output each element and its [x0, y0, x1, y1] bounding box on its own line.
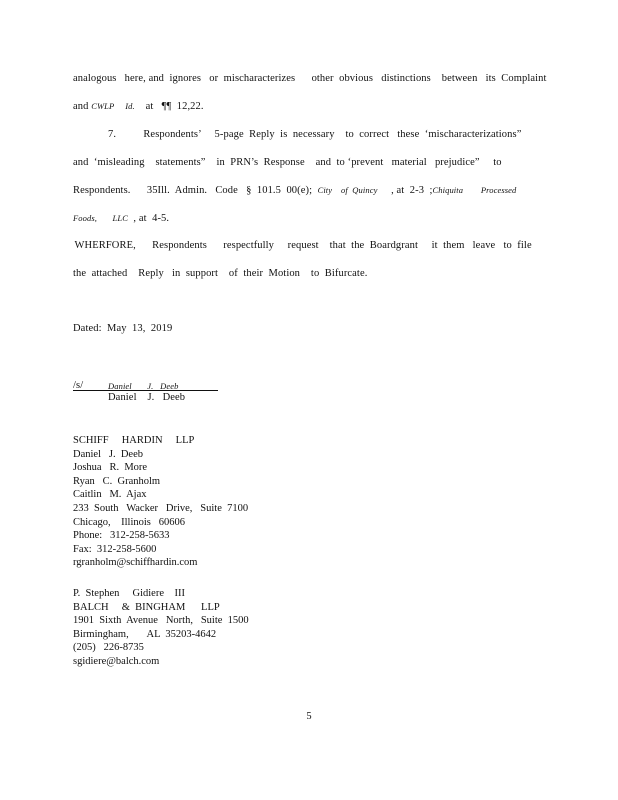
firm-line: Birmingham, AL 35203-4642: [73, 628, 217, 640]
firm-line: Fax: 312-258-5600: [73, 543, 157, 555]
email-address: rgranholm@schiffhardin.com: [73, 557, 198, 569]
body-text: Respondents. 35Ill. Admin. Code § 101.5 00(e);: [73, 185, 318, 196]
firm-line: 233 South Wacker Drive, Suite 7100: [73, 502, 249, 514]
case-citation: Chiquita Processed: [432, 185, 517, 195]
body-line: [73, 213, 169, 224]
firm-block-balch: [73, 587, 249, 669]
firm-line: P. Stephen Gidiere III: [73, 588, 185, 599]
body-text: and: [73, 101, 92, 112]
firm-line: Daniel J. Deeb: [73, 448, 143, 460]
body-text: , at 2-3 ;: [377, 185, 433, 196]
firm-line: Joshua R. More: [73, 462, 148, 474]
signature-prefix: /s/: [73, 380, 84, 391]
body-line: 7. Respondents’ 5-page Reply is necessary to correct these ‘mischaracterizations”: [108, 129, 522, 140]
body-text: , at 4-5.: [127, 213, 170, 224]
firm-line: Chicago, Illinois 60606: [73, 516, 185, 528]
firm-name: BALCH & BINGHAM LLP: [73, 601, 220, 613]
body-line: [73, 185, 516, 196]
body-text: at ¶¶ 12,22.: [134, 101, 204, 112]
firm-line: Ryan C. Granholm: [73, 475, 161, 487]
date-line: Dated: May 13, 2019: [73, 323, 173, 334]
signer-name: Daniel J. Deeb: [108, 392, 186, 403]
body-line: and ‘misleading statements” in PRN’s Response and to ‘prevent material prejudice” to: [73, 157, 502, 168]
body-line: WHERFORE, Respondents respectfully request that the Boardgrant it them leave to file: [72, 240, 532, 251]
case-citation: CWLP Id.: [91, 101, 135, 111]
page-number: 5: [306, 711, 312, 722]
electronic-signature: Daniel J. Deeb: [108, 381, 179, 391]
case-citation: Foods, LLC: [73, 213, 128, 223]
firm-line: (205) 226-8735: [73, 642, 144, 654]
body-line: the attached Reply in support of their Motion to Bifurcate.: [73, 268, 368, 279]
firm-name: SCHIFF HARDIN LLP: [73, 435, 195, 446]
body-line: [73, 101, 204, 112]
firm-block-schiff: [73, 434, 248, 570]
email-address: sgidiere@balch.com: [73, 655, 160, 667]
body-line: analogous here, and ignores or mischaracterizes other obvious distinctions between its Complaint: [73, 73, 547, 84]
case-citation: City of Quincy: [317, 185, 378, 195]
signature-line: [73, 390, 218, 391]
firm-line: 1901 Sixth Avenue North, Suite 1500: [73, 615, 249, 627]
firm-line: Caitlin M. Ajax: [73, 489, 147, 501]
firm-line: Phone: 312-258-5633: [73, 530, 170, 542]
